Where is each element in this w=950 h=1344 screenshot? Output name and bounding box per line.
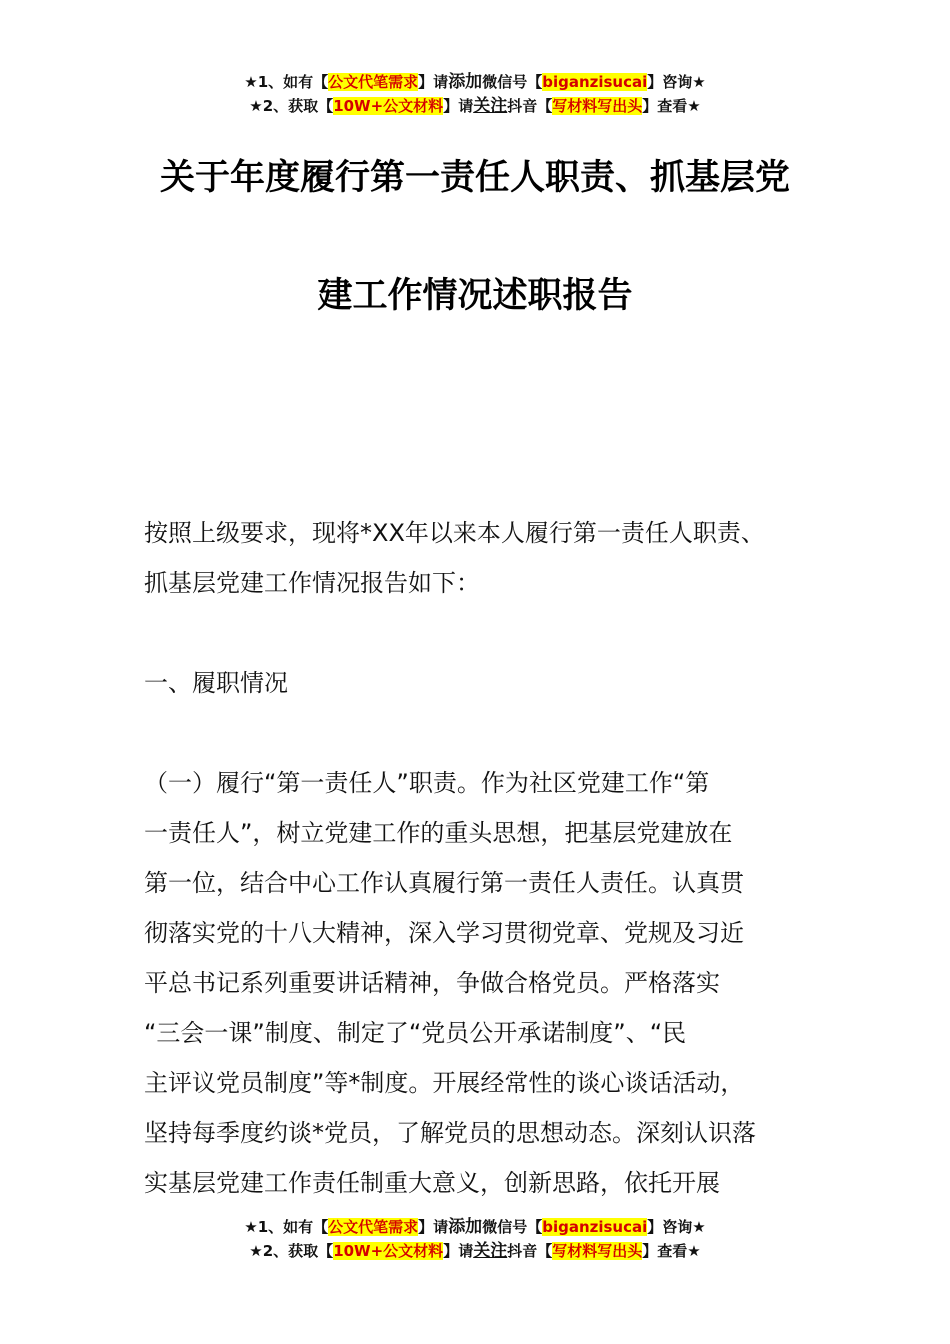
- promo-line-1: [0, 1215, 950, 1239]
- document-title-line-2: 建工作情况述职报告: [317, 276, 633, 316]
- promo-text: 抖音【: [507, 97, 553, 115]
- wechat-id: biganzisucai: [542, 1218, 648, 1236]
- document-title-line-1: 关于年度履行第一责任人职责、抓基层党: [159, 158, 790, 198]
- highlight-text: 10W+公文材料: [333, 97, 444, 115]
- promo-text: 】请: [443, 1242, 474, 1260]
- text-line: 平总书记系列重要讲话精神，争做合格党员。严格落实: [144, 969, 720, 997]
- text-line: 彻落实党的十八大精神，深入学习贯彻党章、党规及习近: [144, 919, 744, 947]
- text-line: 抓基层党建工作情况报告如下：: [144, 569, 480, 597]
- emphasis-text: 添加: [448, 1217, 483, 1237]
- text-line: （一）履行“第一责任人”职责。作为社区党建工作“第: [144, 769, 710, 797]
- promo-text: 微信号【: [482, 73, 543, 91]
- promo-text: 】咨询★: [647, 73, 706, 91]
- promo-text: 微信号【: [482, 1218, 543, 1236]
- highlight-text: 公文代笔需求: [328, 1218, 419, 1236]
- highlight-text: 10W+公文材料: [333, 1242, 444, 1260]
- promo-line-2: [0, 1239, 950, 1263]
- promo-text: 】咨询★: [647, 1218, 706, 1236]
- text-line: 主评议党员制度”等*制度。开展经常性的谈心谈话活动，: [144, 1069, 745, 1097]
- promo-text: 】请: [418, 1218, 449, 1236]
- bottom-promo-banner: [0, 1215, 950, 1263]
- promo-text: ★1、如有【: [244, 73, 329, 91]
- intro-paragraph: [144, 508, 808, 608]
- promo-line-2: [0, 94, 950, 118]
- douyin-account: 写材料写出头: [552, 1242, 643, 1260]
- promo-text: ★2、获取【: [249, 97, 334, 115]
- top-promo-banner: [0, 70, 950, 118]
- promo-line-1: [0, 70, 950, 94]
- wechat-id: biganzisucai: [542, 73, 648, 91]
- highlight-text: 公文代笔需求: [328, 73, 419, 91]
- douyin-account: 写材料写出头: [552, 97, 643, 115]
- promo-text: 】查看★: [642, 1242, 701, 1260]
- promo-text: ★1、如有【: [244, 1218, 329, 1236]
- section-heading-text: 一、履职情况: [144, 669, 288, 697]
- section-heading: [144, 658, 808, 708]
- text-line: “三会一课”制度、制定了“党员公开承诺制度”、“民: [144, 1019, 687, 1047]
- promo-text: ★2、获取【: [249, 1242, 334, 1260]
- body-paragraph: [144, 758, 808, 1208]
- promo-text: 抖音【: [507, 1242, 553, 1260]
- emphasis-text: 关注: [473, 96, 508, 116]
- text-line: 一责任人”，树立党建工作的重头思想，把基层党建放在: [144, 819, 733, 847]
- text-line: 按照上级要求，现将*XX年以来本人履行第一责任人职责、: [144, 519, 765, 547]
- text-line: 第一位，结合中心工作认真履行第一责任人责任。认真贯: [144, 869, 744, 897]
- emphasis-text: 关注: [473, 1241, 508, 1261]
- promo-text: 】请: [418, 73, 449, 91]
- text-line: 实基层党建工作责任制重大意义，创新思路，依托开展: [144, 1169, 720, 1197]
- promo-text: 】请: [443, 97, 474, 115]
- promo-text: 】查看★: [642, 97, 701, 115]
- text-line: 坚持每季度约谈*党员，了解党员的思想动态。深刻认识落: [144, 1119, 756, 1147]
- emphasis-text: 添加: [448, 72, 483, 92]
